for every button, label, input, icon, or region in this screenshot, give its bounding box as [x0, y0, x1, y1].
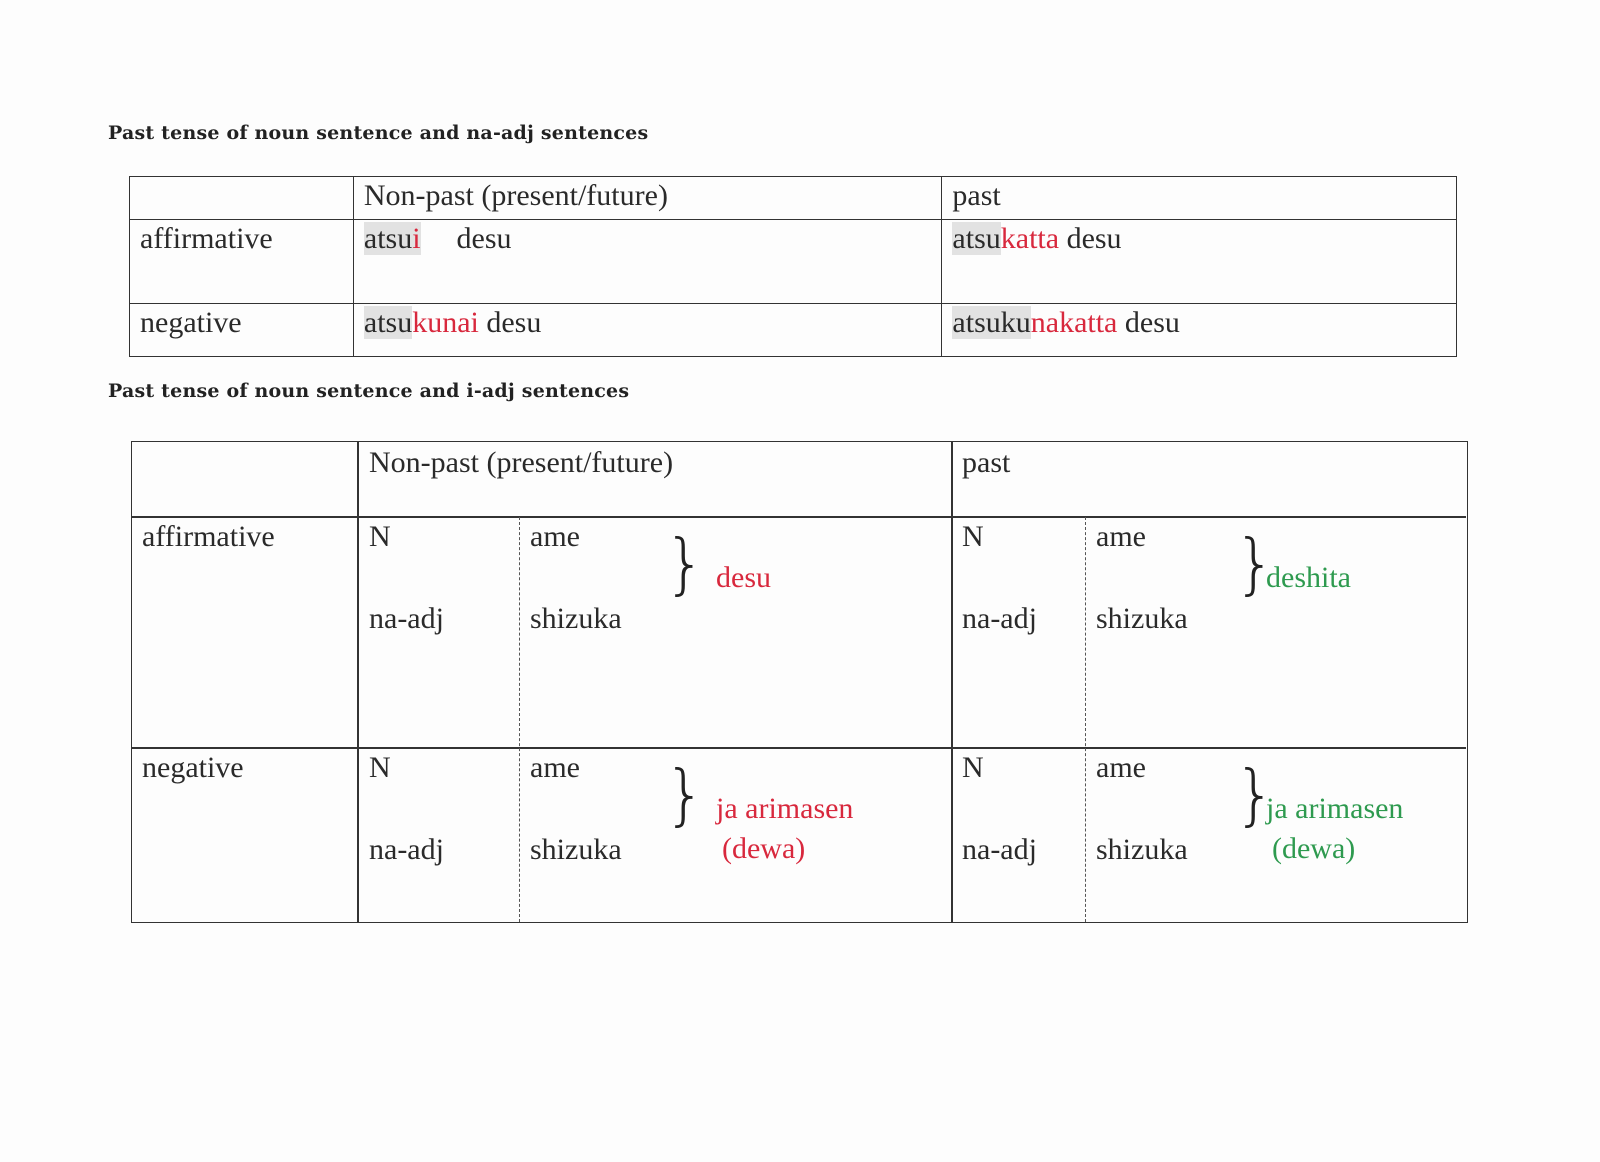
- stem: atsui: [363, 222, 421, 255]
- example-word: ame: [530, 520, 580, 553]
- section-heading-na-adj: Past tense of noun sentence and na-adj sentences: [108, 122, 649, 144]
- section-heading-i-adj: Past tense of noun sentence and i-adj sentences: [108, 380, 630, 402]
- nonpast-ending: desu: [716, 561, 771, 594]
- example-word: shizuka: [1096, 833, 1188, 866]
- subcol-divider: [519, 517, 520, 922]
- type-label: na-adj: [962, 602, 1037, 635]
- na-adj-tense-table: [129, 176, 1457, 357]
- brace-icon: }: [1234, 525, 1276, 602]
- copula: desu: [486, 306, 542, 339]
- ending: katta: [1000, 222, 1060, 255]
- type-label: na-adj: [369, 602, 444, 635]
- example-word: ame: [1096, 520, 1146, 553]
- type-label: N: [962, 520, 984, 553]
- stem: atsuku: [952, 306, 1031, 339]
- ending: kunai: [412, 306, 479, 339]
- col-divider: [357, 442, 359, 922]
- type-label: na-adj: [369, 833, 444, 866]
- row-divider: [132, 747, 1466, 749]
- past-ending-alt: (dewa): [1272, 832, 1356, 865]
- row-divider: [132, 516, 1466, 518]
- brace-icon: }: [1234, 756, 1276, 833]
- copula: desu: [1066, 222, 1122, 255]
- copula: desu: [1124, 306, 1180, 339]
- i-adj-tense-table: [131, 441, 1468, 923]
- brace-icon: }: [664, 756, 706, 833]
- example-word: shizuka: [1096, 602, 1188, 635]
- type-label: N: [369, 520, 391, 553]
- header-nonpast: Non-past (present/future): [353, 177, 942, 220]
- corner-cell: [130, 177, 354, 220]
- brace-icon: }: [664, 525, 706, 602]
- row-label-affirmative: affirmative: [130, 220, 354, 304]
- negative-nonpast-cell: [353, 304, 942, 357]
- example-word: shizuka: [530, 602, 622, 635]
- type-label: na-adj: [962, 833, 1037, 866]
- example-word: ame: [530, 751, 580, 784]
- row-label-negative: negative: [142, 751, 244, 784]
- header-past: past: [942, 177, 1457, 220]
- header-past: past: [962, 446, 1011, 479]
- type-label: N: [962, 751, 984, 784]
- nonpast-ending-alt: (dewa): [722, 832, 806, 865]
- negative-past-cell: [942, 304, 1457, 357]
- ending: nakatta: [1030, 306, 1118, 339]
- row-label-negative: negative: [130, 304, 354, 357]
- example-word: shizuka: [530, 833, 622, 866]
- affirmative-nonpast-cell: [353, 220, 942, 304]
- past-ending: deshita: [1266, 561, 1351, 594]
- col-divider: [951, 442, 953, 922]
- affirmative-past-cell: [942, 220, 1457, 304]
- copula: desu: [456, 222, 512, 255]
- type-label: N: [369, 751, 391, 784]
- example-word: ame: [1096, 751, 1146, 784]
- nonpast-ending: ja arimasen: [716, 792, 854, 825]
- header-nonpast: Non-past (present/future): [369, 446, 674, 479]
- stem: atsu: [363, 306, 413, 339]
- subcol-divider: [1085, 517, 1086, 922]
- past-ending: ja arimasen: [1266, 792, 1404, 825]
- stem: atsu: [952, 222, 1001, 255]
- row-label-affirmative: affirmative: [142, 520, 275, 553]
